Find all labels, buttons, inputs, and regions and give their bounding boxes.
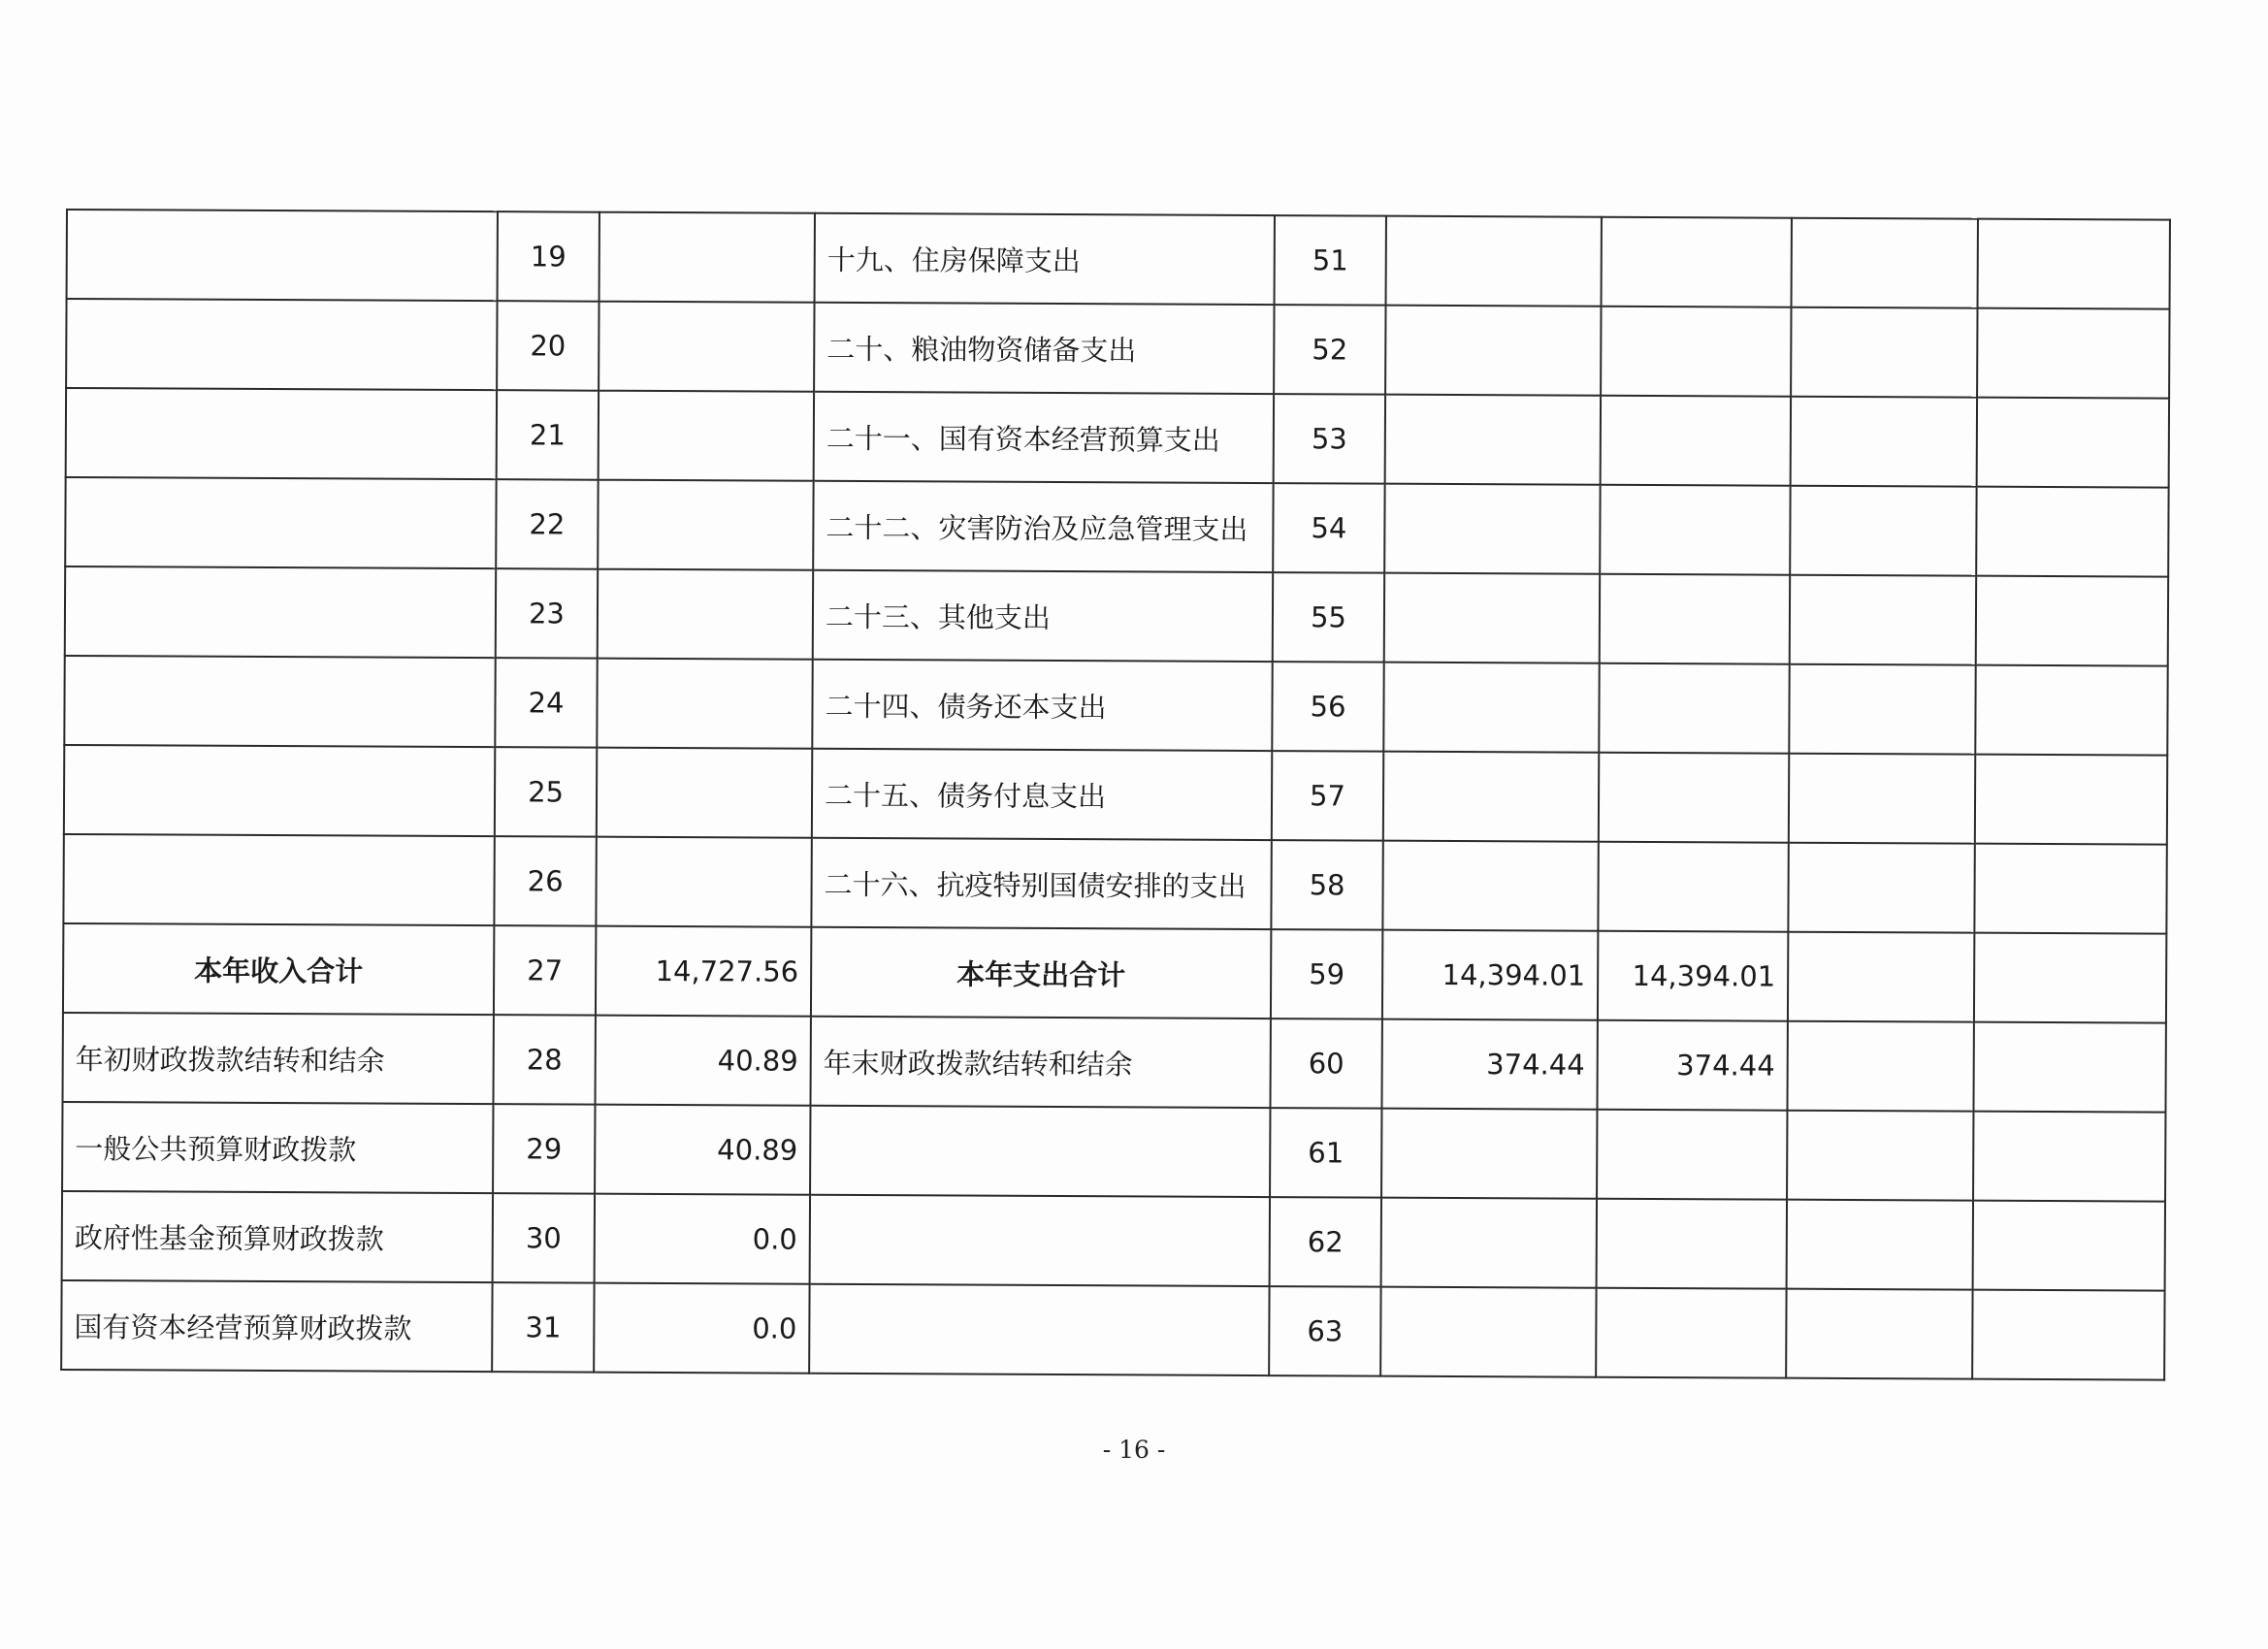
expense-line-cell: 61 <box>1270 1108 1381 1198</box>
income-amount-cell <box>599 302 814 392</box>
expense-amount-cell <box>1601 396 1791 486</box>
expense-amount-cell <box>1597 1199 1787 1289</box>
expense-amount-cell: 374.44 <box>1597 1020 1787 1111</box>
income-line-cell: 26 <box>494 836 596 926</box>
income-item-cell <box>65 477 496 568</box>
income-line-cell: 20 <box>497 301 599 391</box>
expense-amount-cell <box>1975 665 2167 756</box>
income-amount-cell <box>598 569 813 660</box>
expense-amount-cell <box>1792 218 1978 308</box>
expense-item-cell: 二十五、债务付息支出 <box>812 749 1272 840</box>
table-row <box>65 477 2168 577</box>
expense-amount-cell <box>1599 753 1789 843</box>
expense-amount-cell <box>1974 933 2166 1023</box>
income-amount-cell <box>597 748 812 838</box>
expense-amount-cell <box>1602 217 1792 307</box>
expense-line-cell: 51 <box>1275 215 1386 306</box>
expense-line-cell: 62 <box>1270 1197 1381 1287</box>
income-line-cell: 30 <box>493 1193 595 1283</box>
expense-amount-cell <box>1973 1112 2165 1202</box>
income-amount-cell: 14,727.56 <box>596 926 811 1017</box>
expense-amount-cell <box>1973 1022 2165 1113</box>
income-line-cell: 23 <box>496 568 598 659</box>
income-amount-cell: 40.89 <box>595 1016 810 1106</box>
expense-line-cell: 54 <box>1273 483 1384 573</box>
table-row <box>65 566 2168 666</box>
expense-amount-cell <box>1384 573 1600 663</box>
expense-amount-cell <box>1600 485 1790 575</box>
income-item-cell <box>66 299 497 390</box>
income-item-cell <box>67 210 498 301</box>
income-amount-cell <box>598 480 813 570</box>
expense-amount-cell <box>1599 663 1789 754</box>
expense-amount-cell <box>1787 1200 1973 1290</box>
table-row <box>67 210 2170 309</box>
table-body <box>61 210 2170 1380</box>
income-amount-cell: 0.0 <box>595 1194 810 1284</box>
expense-line-cell: 56 <box>1272 662 1383 752</box>
expense-item-cell <box>809 1284 1269 1375</box>
expense-amount-cell <box>1381 1109 1597 1199</box>
expense-line-cell: 59 <box>1271 929 1382 1019</box>
expense-amount-cell <box>1601 307 1791 397</box>
income-line-cell: 25 <box>495 747 597 837</box>
expense-amount-cell <box>1380 1287 1596 1377</box>
income-item-cell <box>63 834 494 925</box>
expense-amount-cell <box>1597 1110 1787 1200</box>
table-row <box>64 745 2167 845</box>
income-line-cell: 21 <box>497 390 599 480</box>
expense-amount-cell <box>1976 487 2168 577</box>
expense-line-cell: 53 <box>1274 394 1385 484</box>
expense-item-cell: 十九、住房保障支出 <box>815 213 1275 305</box>
table-row <box>66 388 2169 488</box>
income-line-cell: 27 <box>494 925 596 1016</box>
income-total-label: 本年收入合计 <box>63 923 494 1015</box>
income-line-cell: 31 <box>492 1282 594 1373</box>
expense-line-cell: 60 <box>1270 1018 1381 1109</box>
expense-item-cell: 二十二、灾害防治及应急管理支出 <box>813 481 1273 572</box>
expense-amount-cell <box>1383 752 1599 842</box>
expense-amount-cell <box>1790 575 1976 665</box>
page-number: - 16 - <box>1102 1436 1166 1464</box>
income-line-cell: 28 <box>493 1015 595 1105</box>
expense-amount-cell <box>1977 398 2169 488</box>
expense-item-cell <box>810 1106 1270 1197</box>
expense-amount-cell <box>1787 1111 1973 1201</box>
expense-item-cell: 年末财政拨款结转和结余 <box>810 1017 1270 1108</box>
income-amount-cell: 40.89 <box>595 1105 810 1195</box>
table-row-total <box>63 923 2166 1023</box>
expense-amount-cell <box>1385 306 1601 396</box>
income-line-cell: 19 <box>498 211 599 302</box>
expense-amount-cell <box>1598 842 1788 932</box>
expense-amount-cell <box>1384 484 1600 574</box>
expense-amount-cell: 14,394.01 <box>1598 931 1788 1021</box>
expense-line-cell: 58 <box>1271 840 1382 930</box>
expense-amount-cell <box>1596 1288 1786 1378</box>
budget-table <box>60 209 2171 1381</box>
table-row <box>62 1191 2165 1291</box>
expense-item-cell: 二十四、债务还本支出 <box>812 660 1272 751</box>
expense-amount-cell <box>1382 841 1598 931</box>
expense-total-label: 本年支出合计 <box>811 927 1271 1018</box>
income-line-cell: 29 <box>493 1104 595 1194</box>
expense-amount-cell <box>1386 216 1602 307</box>
expense-item-cell: 二十三、其他支出 <box>813 570 1273 662</box>
income-item-cell: 政府性基金预算财政拨款 <box>62 1191 493 1282</box>
income-item-cell <box>65 566 496 658</box>
expense-amount-cell <box>1791 307 1977 398</box>
expense-amount-cell <box>1976 576 2168 666</box>
income-item-cell: 年初财政拨款结转和结余 <box>62 1013 493 1104</box>
expense-amount-cell <box>1788 843 1974 933</box>
expense-amount-cell <box>1381 1198 1597 1288</box>
table-row <box>64 656 2167 756</box>
expense-item-cell: 二十、粮油物资储备支出 <box>814 303 1274 394</box>
expense-line-cell: 63 <box>1269 1286 1380 1376</box>
table-row <box>63 834 2166 934</box>
income-item-cell: 一般公共预算财政拨款 <box>62 1102 493 1193</box>
expense-amount-cell <box>1789 754 1975 844</box>
table-row <box>62 1013 2165 1113</box>
income-amount-cell <box>597 659 812 749</box>
expense-amount-cell <box>1385 395 1601 485</box>
expense-amount-cell <box>1975 755 2167 845</box>
expense-amount-cell <box>1786 1289 1972 1379</box>
expense-amount-cell: 374.44 <box>1381 1019 1597 1110</box>
expense-line-cell: 57 <box>1272 751 1383 841</box>
expense-amount-cell <box>1974 844 2166 934</box>
table-row <box>61 1280 2164 1380</box>
table-row <box>62 1102 2165 1202</box>
expense-item-cell <box>810 1195 1270 1286</box>
expense-amount-cell <box>1788 932 1974 1022</box>
income-amount-cell <box>596 837 811 927</box>
income-item-cell <box>64 745 495 836</box>
expense-amount-cell <box>1383 663 1599 753</box>
expense-item-cell: 二十一、国有资本经营预算支出 <box>814 392 1274 483</box>
income-amount-cell <box>599 391 814 481</box>
income-item-cell <box>66 388 497 479</box>
expense-amount-cell <box>1972 1290 2164 1380</box>
expense-amount-cell <box>1977 308 2169 399</box>
expense-line-cell: 55 <box>1273 572 1384 663</box>
income-line-cell: 22 <box>496 479 598 569</box>
expense-item-cell: 二十六、抗疫特别国债安排的支出 <box>811 838 1271 929</box>
expense-amount-cell <box>1789 664 1975 755</box>
income-line-cell: 24 <box>495 658 597 748</box>
expense-amount-cell <box>1973 1201 2165 1291</box>
expense-amount-cell <box>1600 574 1790 664</box>
expense-amount-cell <box>1790 486 1976 576</box>
table-row <box>66 299 2169 399</box>
expense-amount-cell <box>1978 219 2170 309</box>
income-item-cell <box>64 656 495 747</box>
income-amount-cell <box>599 212 815 303</box>
income-amount-cell: 0.0 <box>594 1283 809 1374</box>
expense-amount-cell: 14,394.01 <box>1382 930 1598 1020</box>
expense-amount-cell <box>1791 397 1977 487</box>
expense-amount-cell <box>1787 1021 1973 1112</box>
expense-line-cell: 52 <box>1274 305 1385 395</box>
income-item-cell: 国有资本经营预算财政拨款 <box>61 1280 492 1372</box>
